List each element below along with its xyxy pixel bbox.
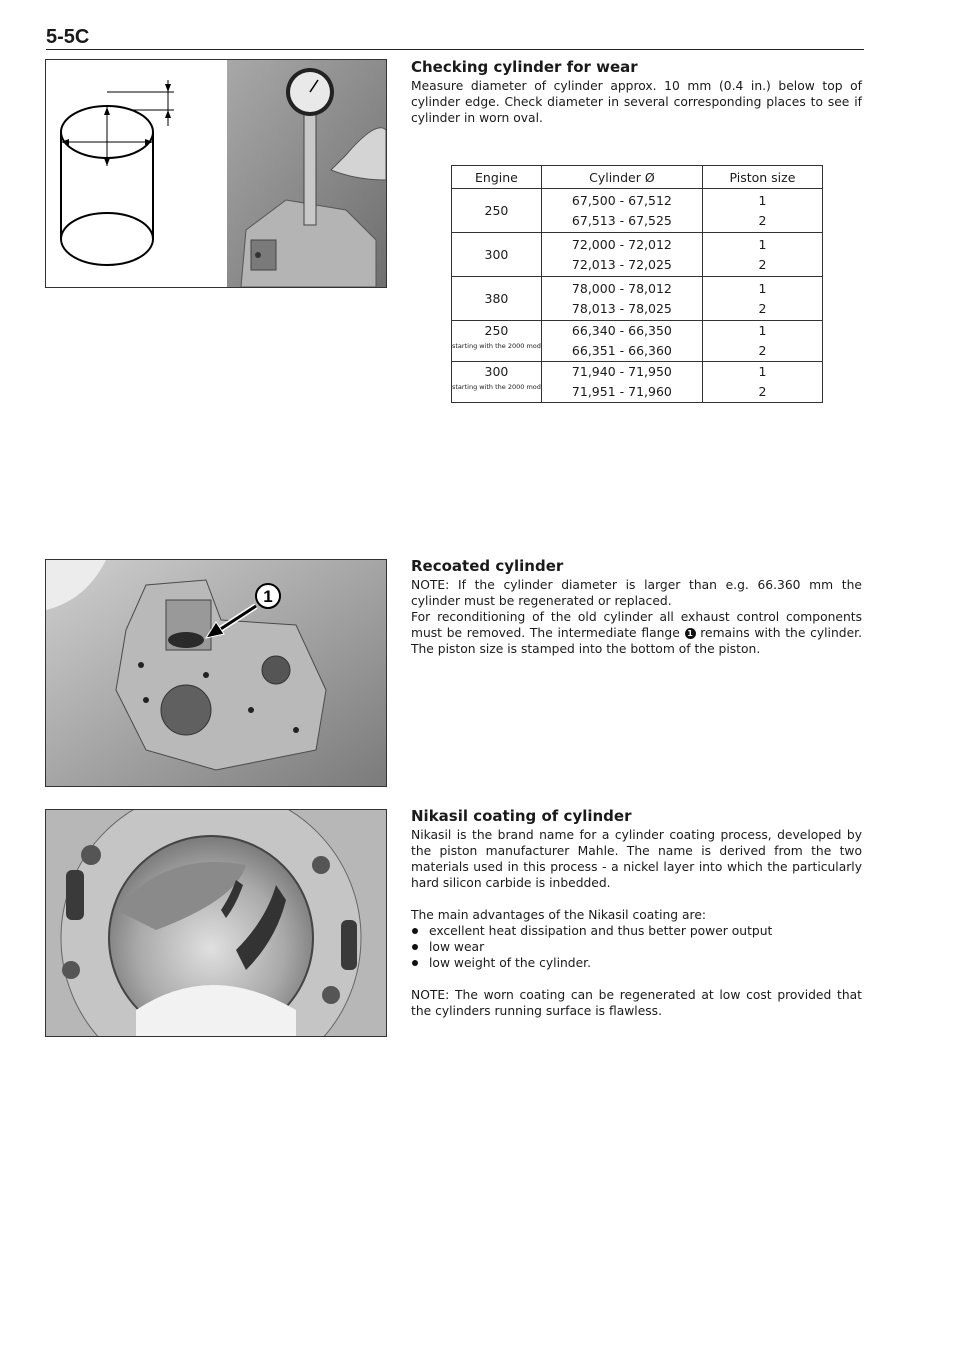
engine-cell bbox=[452, 362, 542, 403]
cylinder-cell bbox=[541, 277, 702, 321]
table-row bbox=[452, 189, 823, 233]
piston-cell bbox=[702, 189, 822, 233]
cylinder-value: 72,013 - 72,025 bbox=[571, 256, 672, 272]
piston-value: 1 bbox=[758, 364, 767, 379]
cylinder-diagram bbox=[46, 60, 386, 287]
piston-value: 2 bbox=[758, 384, 767, 399]
section-body-checking: Measure diameter of cylinder approx. 10 mm (0.4 in.) below top of cylinder edge. Check diameter in several corresponding places to see if cylinder in worn oval. bbox=[411, 79, 862, 125]
nikasil-cylinder-photo bbox=[45, 809, 387, 1037]
section-heading-recoated: Recoated cylinder bbox=[411, 557, 564, 575]
piston-value: 1 bbox=[758, 236, 767, 252]
list-item-text: low weight of the cylinder. bbox=[429, 956, 591, 970]
section-heading-checking: Checking cylinder for wear bbox=[411, 58, 638, 76]
cylinder-value: 78,013 - 78,025 bbox=[571, 300, 672, 316]
cylinder-value: 78,000 - 78,012 bbox=[571, 280, 672, 296]
piston-cell bbox=[702, 277, 822, 321]
recoated-note: NOTE: If the cylinder diameter is larger than e.g. 66.360 mm the cylinder must be regenerated or replaced. bbox=[411, 578, 862, 608]
cylinder-value: 67,513 - 67,525 bbox=[571, 212, 672, 228]
nikasil-note: NOTE: The worn coating can be regenerated at low cost provided that the cylinders running surface is flawless. bbox=[411, 988, 862, 1018]
list-item bbox=[411, 939, 862, 955]
engine-value: 250 bbox=[484, 323, 509, 338]
cylinder-value: 72,000 - 72,012 bbox=[571, 236, 672, 252]
cylinder-cell bbox=[541, 233, 702, 277]
cylinder-cell bbox=[541, 189, 702, 233]
cylinder-photo bbox=[46, 560, 386, 786]
advantages-list bbox=[411, 923, 862, 971]
piston-value: 2 bbox=[758, 300, 767, 316]
nikasil-description: Nikasil is the brand name for a cylinder coating process, developed by the piston manufacturer Mahle. The name is derived from the two materials used in this process - a nickel layer into which the particularly hard silicon carbide is inbedded. bbox=[411, 828, 862, 890]
recoated-instructions bbox=[411, 609, 862, 657]
list-item bbox=[411, 923, 862, 939]
recoated-cylinder-photo bbox=[45, 559, 387, 787]
table-row bbox=[452, 277, 823, 321]
piston-cell bbox=[702, 362, 822, 403]
header-rule bbox=[46, 49, 864, 50]
table-header-cylinder: Cylinder Ø bbox=[541, 166, 702, 189]
section-checking-cylinder bbox=[411, 58, 862, 126]
recoated-text-a: For reconditioning of the old cylinder all exhaust control components must be removed. The intermediate flange bbox=[411, 610, 862, 640]
piston-value: 1 bbox=[758, 323, 767, 338]
table-header-piston: Piston size bbox=[702, 166, 822, 189]
bore-photo bbox=[46, 810, 386, 1036]
recoated-text-b: remains with the cylinder. The piston size is stamped into the bottom of the piston. bbox=[411, 626, 862, 656]
cylinder-spec-table bbox=[451, 165, 823, 403]
cylinder-value: 66,351 - 66,360 bbox=[571, 343, 672, 358]
engine-note: starting with the 2000 mod bbox=[452, 342, 541, 350]
piston-value: 1 bbox=[758, 192, 767, 208]
piston-value: 2 bbox=[758, 212, 767, 228]
cylinder-value: 71,951 - 71,960 bbox=[571, 384, 672, 399]
nikasil-advantages-intro: The main advantages of the Nikasil coating are: bbox=[411, 908, 707, 922]
engine-cell: 380 bbox=[452, 277, 542, 321]
bullet-icon bbox=[412, 944, 418, 950]
marker-one-icon: 1 bbox=[685, 628, 696, 639]
list-item bbox=[411, 955, 862, 971]
table-row bbox=[452, 233, 823, 277]
piston-cell bbox=[702, 321, 822, 362]
list-item-text: low wear bbox=[429, 940, 485, 954]
table-header-row bbox=[452, 166, 823, 189]
cylinder-cell bbox=[541, 362, 702, 403]
piston-value: 1 bbox=[758, 280, 767, 296]
list-item-text: excellent heat dissipation and thus better power output bbox=[429, 924, 773, 938]
bullet-icon bbox=[412, 960, 418, 966]
callout-label: 1 bbox=[263, 587, 273, 606]
section-nikasil-coating bbox=[411, 807, 862, 1019]
bullet-icon bbox=[412, 928, 418, 934]
cylinder-cell bbox=[541, 321, 702, 362]
cylinder-value: 71,940 - 71,950 bbox=[571, 364, 672, 379]
piston-value: 2 bbox=[758, 343, 767, 358]
table-row bbox=[452, 362, 823, 403]
table-header-engine: Engine bbox=[452, 166, 542, 189]
engine-cell: 250 bbox=[452, 189, 542, 233]
table-row bbox=[452, 321, 823, 362]
piston-value: 2 bbox=[758, 256, 767, 272]
cylinder-measurement-figure bbox=[45, 59, 387, 288]
section-recoated-cylinder bbox=[411, 557, 862, 657]
engine-note: starting with the 2000 mod bbox=[452, 383, 541, 391]
engine-cell: 300 bbox=[452, 233, 542, 277]
engine-value: 300 bbox=[484, 364, 509, 379]
cylinder-value: 66,340 - 66,350 bbox=[571, 323, 672, 338]
page-number: 5-5C bbox=[46, 26, 90, 48]
piston-cell bbox=[702, 233, 822, 277]
cylinder-value: 67,500 - 67,512 bbox=[571, 192, 672, 208]
engine-cell bbox=[452, 321, 542, 362]
section-heading-nikasil: Nikasil coating of cylinder bbox=[411, 807, 632, 825]
